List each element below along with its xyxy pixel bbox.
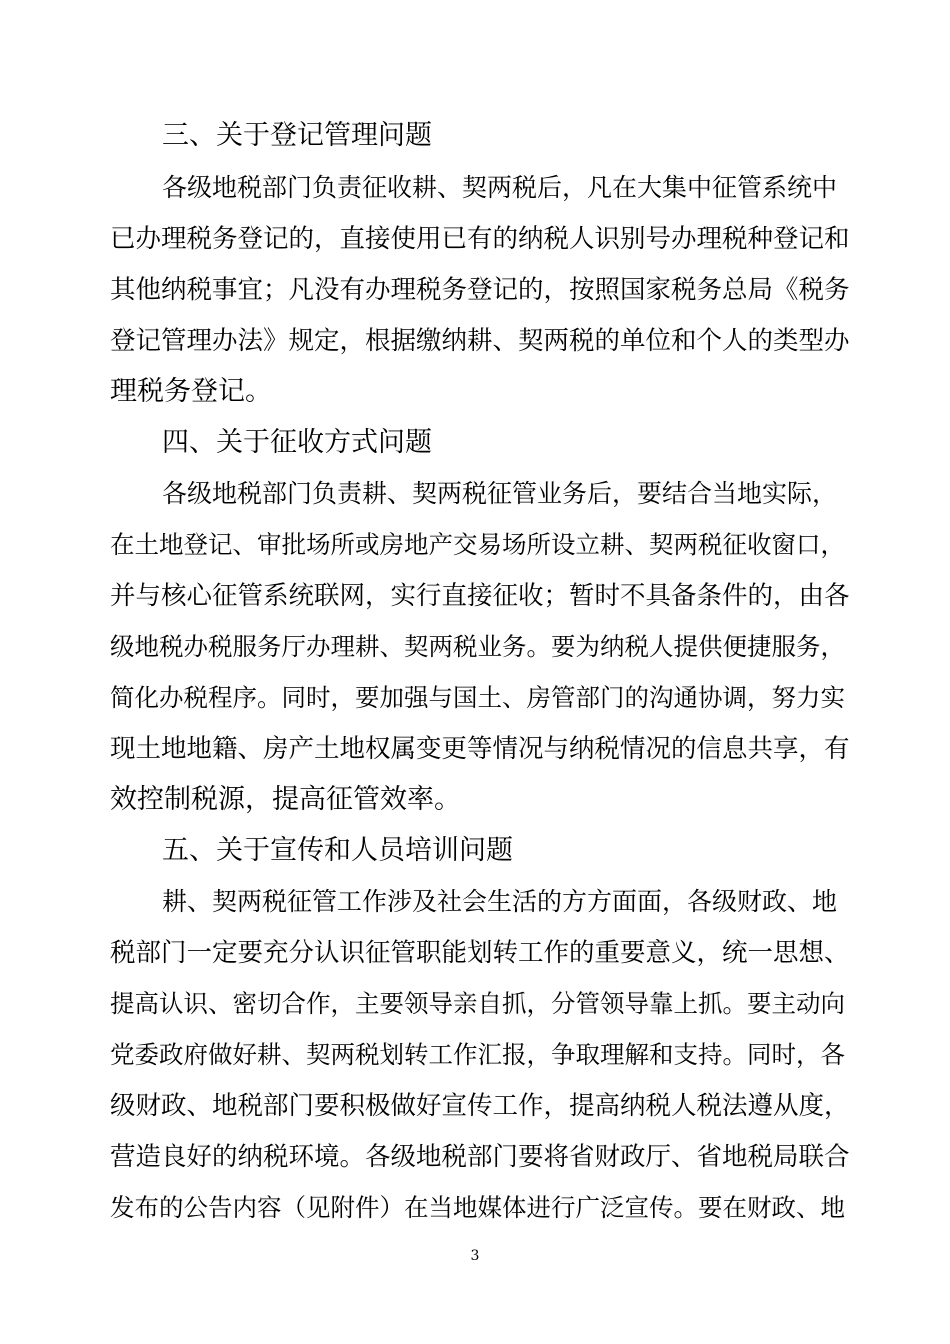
section-heading: 四、关于征收方式问题 [162, 427, 432, 458]
paragraph-line: 现土地地籍、房产土地权属变更等情况与纳税情况的信息共享，有 [110, 734, 850, 764]
paragraph-line: 在土地登记、审批场所或房地产交易场所设立耕、契两税征收窗口， [110, 530, 845, 559]
paragraph-line: 简化办税程序。同时，要加强与国土、房管部门的沟通协调，努力实 [110, 683, 845, 712]
paragraph-line: 其他纳税事宜；凡没有办理税务登记的，按照国家税务总局《税务 [110, 275, 850, 305]
paragraph-line: 耕、契两税征管工作涉及社会生活的方方面面，各级财政、地 [162, 887, 838, 916]
section-heading: 五、关于宣传和人员培训问题 [162, 835, 513, 866]
paragraph-line: 登记管理办法》规定，根据缴纳耕、契两税的单位和个人的类型办 [110, 326, 850, 356]
paragraph-line: 级财政、地税部门要积极做好宣传工作，提高纳税人税法遵从度， [110, 1091, 850, 1121]
paragraph-line: 营造良好的纳税环境。各级地税部门要将省财政厅、省地税局联合 [110, 1142, 850, 1172]
paragraph-line: 级地税办税服务厅办理耕、契两税业务。要为纳税人提供便捷服务， [110, 632, 845, 661]
paragraph-line: 各级地税部门负责耕、契两税征管业务后，要结合当地实际， [162, 479, 838, 508]
paragraph-line: 已办理税务登记的，直接使用已有的纳税人识别号办理税种登记和 [110, 224, 850, 254]
paragraph-line: 并与核心征管系统联网，实行直接征收；暂时不具备条件的，由各 [110, 581, 850, 611]
page-number: 3 [470, 1248, 480, 1264]
paragraph-line: 税部门一定要充分认识征管职能划转工作的重要意义，统一思想、 [110, 938, 850, 968]
section-heading: 三、关于登记管理问题 [162, 120, 432, 151]
paragraph-line: 党委政府做好耕、契两税划转工作汇报，争取理解和支持。同时，各 [110, 1040, 845, 1069]
paragraph-line: 提高认识、密切合作，主要领导亲自抓，分管领导靠上抓。要主动向 [110, 989, 845, 1018]
paragraph-line: 理税务登记。 [110, 376, 272, 407]
paragraph-line: 效控制税源，提高征管效率。 [110, 784, 461, 815]
paragraph-line: 发布的公告内容（见附件）在当地媒体进行广泛宣传。要在财政、地 [110, 1193, 845, 1222]
paragraph-line: 各级地税部门负责征收耕、契两税后，凡在大集中征管系统中 [162, 173, 838, 202]
